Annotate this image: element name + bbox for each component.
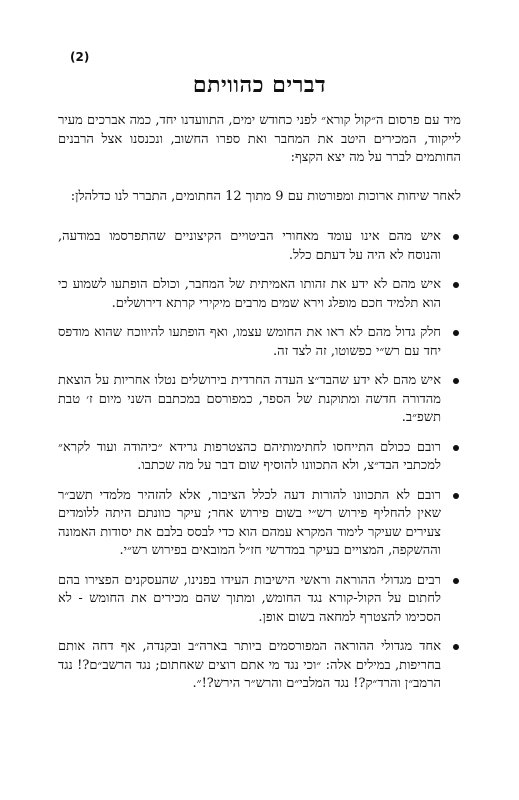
bullet-icon (453, 282, 459, 288)
list-item (58, 638, 461, 694)
list-item (58, 487, 461, 561)
list-item-text: איש מהם אינו עומד מאחורי הביטויים הקיצוניים שהתפרסמו במודעה, והנוסח לא היה על דעתם כלל. (58, 229, 441, 263)
bullet-icon (453, 330, 459, 336)
list-item-text: חלק גדול מהם לא ראו את החומש עצמו, ואף הופתעו להיווכח שהוא מודפס יחד עם רש״י כפשוטו, זה לצד זה. (58, 325, 441, 359)
list-item (58, 276, 461, 313)
summary-paragraph: לאחר שיחות ארוכות ומפורטות עם 9 מתוך 12 החתומים, התברר לנו כדלהלן: (70, 188, 461, 204)
bullet-icon (453, 578, 459, 584)
list-item-text: רובם ככולם התייחסו לחתימותיהם כהצטרפות גרידא ״כיהודה ועוד לקרא״ למכתבי הבד״צ, ולא התכוונו להוסיף שום דבר על מה שכתבו. (58, 439, 441, 473)
findings-list (58, 228, 461, 694)
list-item-text: איש מהם לא ידע שהבד״צ העדה החרדית בירושלים נטלו אחריות על הוצאת מהדורה חדשה ומתוקנת של הספר, כמפורסם במכתבם השני מיום ז׳ טבת תשפ״ב. (58, 373, 441, 425)
list-item-text: איש מהם לא ידע את זהותו האמיתית של המחבר, וכולם הופתעו לשמוע כי הוא תלמיד חכם מופלג וירא שמים מרבים מיקירי קרתא דירושלים. (58, 277, 441, 311)
list-item-text: רובם לא התכוונו להורות דעה לכלל הציבור, אלא להזהיר מלמדי תשב״ר שאין להחליף פירוש רש״י בשום פירוש אחר; עיקר כוונתם היתה ללומדים צעירים שעיקר לימוד המקרא עמהם הוא כדי לבסס בלבם את יסודות האמונה וההשקפה, המצויים בעיקר במדרשי חז״ל המובאים בפירוש רש״י. (58, 487, 441, 558)
page-title: דברים כהוויתם (192, 72, 327, 98)
bullet-icon (453, 445, 459, 451)
list-item-text: רבים מגדולי ההוראה וראשי הישיבות העידו בפנינו, שהעסקנים הפצירו בהם לחתום על הקול-קורא נגד החומש, ומתוך שהם מכירים את החומש - לא הסכימו להצטרף למחאה בשום אופן. (58, 572, 441, 625)
page-number: (2) (70, 50, 90, 64)
list-item (58, 572, 461, 628)
bullet-icon (453, 378, 459, 384)
bullet-icon (453, 493, 459, 499)
bullet-icon (453, 234, 459, 240)
intro-paragraph: מיד עם פרסום ה״קול קורא״ לפני כחודש ימים, התוועדנו יחד, כמה אברכים מעיר לייקווד, המכירים היטב את המחבר ואת ספרו החשוב, ונכנסנו אצל הרבנים החותמים לברר על מה יצא הקצף: (58, 113, 461, 165)
document-body (58, 112, 461, 705)
list-item-text: אחד מגדולי ההוראה המפורסמים ביותר בארה״ב ובקנדה, אף דחה אותם בחריפות, במילים אלה: ״וכי נגד מי אתם רוצים שאחתום; נגד הרשב״ם?! נגד הרמב״ן והרד״ק?! נגד המלבי״ם והרש״ר הירש?!״. (58, 639, 441, 691)
list-item (58, 324, 461, 361)
list-item (58, 228, 461, 265)
list-item (58, 439, 461, 476)
list-item (58, 372, 461, 428)
bullet-icon (453, 644, 459, 650)
